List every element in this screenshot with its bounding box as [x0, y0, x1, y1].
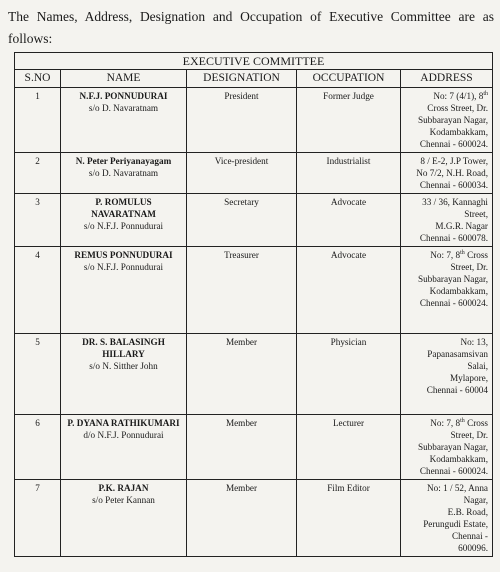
- cell-name: [61, 194, 187, 247]
- address-line: Subbarayan Nagar,: [417, 442, 488, 452]
- member-relation: s/o D. Navaratnam: [88, 103, 159, 113]
- member-name: P. ROMULUS NAVARATNAM: [91, 197, 156, 219]
- member-name: P.K. RAJAN: [98, 483, 149, 493]
- address-line: Salai,: [467, 361, 488, 371]
- address-line: Kodambakkam,: [429, 286, 488, 296]
- member-relation: s/o Peter Kannan: [92, 495, 155, 505]
- cell-designation: Vice-president: [187, 153, 297, 194]
- cell-name: [61, 334, 187, 415]
- address-line: Mylapore,: [449, 373, 488, 383]
- address-line: M.G.R. Nagar: [435, 221, 488, 231]
- member-name: DR. S. BALASINGH HILLARY: [82, 337, 165, 359]
- cell-address: [401, 194, 493, 247]
- member-name: N.F.J. PONNUDURAI: [79, 91, 168, 101]
- cell-sno: 3: [15, 194, 61, 247]
- address-line: Nagar,: [463, 495, 488, 505]
- table-row: [15, 194, 493, 247]
- cell-name: [61, 415, 187, 480]
- cell-designation: Secretary: [187, 194, 297, 247]
- address-line: E.B. Road,: [447, 507, 488, 517]
- cell-designation: Member: [187, 480, 297, 557]
- member-relation: s/o N.F.J. Ponnudurai: [83, 221, 164, 231]
- executive-committee-table: [14, 52, 493, 557]
- table-row: [15, 88, 493, 153]
- address-line: Chennai - 600034.: [419, 180, 488, 190]
- table-body: [15, 88, 493, 557]
- cell-name: [61, 247, 187, 334]
- address-line: 8 / E-2, J.P Tower,: [420, 156, 488, 166]
- table-row: [15, 334, 493, 415]
- cell-occupation: Physician: [297, 334, 401, 415]
- table-caption: EXECUTIVE COMMITTEE: [15, 53, 493, 70]
- address-line: Street,: [464, 209, 488, 219]
- cell-occupation: Advocate: [297, 194, 401, 247]
- header-name: NAME: [61, 70, 187, 88]
- member-relation: s/o N.F.J. Ponnudurai: [83, 262, 164, 272]
- address-line: Subbarayan Nagar,: [417, 274, 488, 284]
- cell-designation: Treasurer: [187, 247, 297, 334]
- address-line: Chennai - 600024.: [419, 298, 488, 308]
- cell-address: [401, 480, 493, 557]
- cell-name: [61, 480, 187, 557]
- cell-sno: 5: [15, 334, 61, 415]
- cell-sno: 1: [15, 88, 61, 153]
- address-line: Kodambakkam,: [429, 454, 488, 464]
- table-row: [15, 247, 493, 334]
- member-relation: d/o N.F.J. Ponnudurai: [83, 430, 164, 440]
- cell-sno: 6: [15, 415, 61, 480]
- cell-designation: Member: [187, 415, 297, 480]
- address-line: Chennai -: [452, 531, 488, 541]
- header-sno: S.NO: [15, 70, 61, 88]
- member-relation: s/o N. Sitther John: [89, 361, 158, 371]
- intro-paragraph: The Names, Address, Designation and Occupation of Executive Committee are as follows:: [8, 9, 494, 46]
- cell-occupation: Advocate: [297, 247, 401, 334]
- cell-designation: Member: [187, 334, 297, 415]
- cell-address: [401, 334, 493, 415]
- header-address: ADDRESS: [401, 70, 493, 88]
- cell-designation: President: [187, 88, 297, 153]
- address-line: Chennai - 600078.: [419, 233, 488, 243]
- cell-name: [61, 88, 187, 153]
- address-line: Subbarayan Nagar,: [417, 115, 488, 125]
- address-line: 600096.: [458, 543, 488, 553]
- address-line: 33 / 36, Kannaghi: [422, 197, 488, 207]
- address-line: No: 13,: [460, 337, 488, 347]
- address-line: No: 7, 8th Cross: [430, 249, 488, 260]
- address-line: Papanasamsivan: [427, 349, 488, 359]
- cell-address: [401, 153, 493, 194]
- address-line: Cross Street, Dr.: [427, 103, 488, 113]
- cell-occupation: Film Editor: [297, 480, 401, 557]
- table-row: [15, 480, 493, 557]
- address-line: Kodambakkam,: [429, 127, 488, 137]
- cell-sno: 2: [15, 153, 61, 194]
- address-line: Chennai - 600024.: [419, 466, 488, 476]
- address-line: Chennai - 60004: [426, 385, 488, 395]
- cell-name: [61, 153, 187, 194]
- cell-occupation: Lecturer: [297, 415, 401, 480]
- cell-address: [401, 247, 493, 334]
- address-line: Street, Dr.: [450, 430, 488, 440]
- address-line: Chennai - 600024.: [419, 139, 488, 149]
- header-designation: DESIGNATION: [187, 70, 297, 88]
- cell-address: [401, 88, 493, 153]
- address-line: No: 1 / 52, Anna: [427, 483, 488, 493]
- member-relation: s/o D. Navaratnam: [88, 168, 159, 178]
- cell-address: [401, 415, 493, 480]
- address-line: No: 7 (4/1), 8th: [433, 90, 488, 101]
- member-name: P. DYANA RATHIKUMARI: [67, 418, 180, 428]
- cell-occupation: Industrialist: [297, 153, 401, 194]
- address-line: No 7/2, N.H. Road,: [416, 168, 488, 178]
- member-name: N. Peter Periyanayagam: [75, 156, 172, 166]
- cell-occupation: Former Judge: [297, 88, 401, 153]
- member-name: REMUS PONNUDURAI: [74, 250, 173, 260]
- address-line: Street, Dr.: [450, 262, 488, 272]
- address-line: Perungudi Estate,: [423, 519, 488, 529]
- address-line: No: 7, 8th Cross: [430, 417, 488, 428]
- table-row: [15, 153, 493, 194]
- cell-sno: 7: [15, 480, 61, 557]
- table-row: [15, 415, 493, 480]
- cell-sno: 4: [15, 247, 61, 334]
- header-occupation: OCCUPATION: [297, 70, 401, 88]
